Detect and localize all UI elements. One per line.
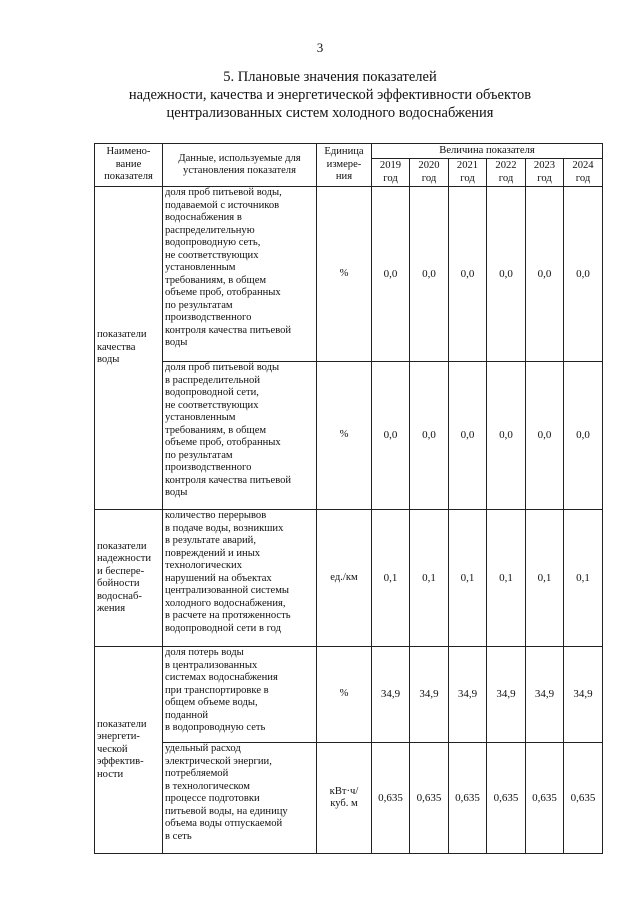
category-line: эффектив- (97, 756, 144, 768)
description-cell (163, 510, 317, 647)
table-row (95, 187, 603, 362)
value-cell: 34,9 (410, 647, 449, 743)
description-line: в расчете на протяженность (165, 610, 291, 621)
year-number: 2024 (572, 160, 594, 171)
value-cell: 34,9 (526, 647, 564, 743)
year-suffix: год (537, 172, 552, 184)
value-cell: 0,0 (564, 187, 603, 362)
description-line: требованиям, в общем (165, 424, 267, 436)
header-year (564, 159, 603, 187)
description-line: не соответствующих (165, 249, 259, 261)
description-line: контроля качества питьевой (165, 474, 292, 486)
description-line: повреждений и иных (165, 547, 261, 559)
description-line: в результате аварий, (165, 535, 257, 546)
header-data (163, 144, 317, 187)
description-line: установленным (165, 262, 236, 273)
description-line: установленным (165, 412, 236, 423)
table-row (95, 510, 603, 647)
category-cell (95, 510, 163, 647)
table-row (95, 743, 603, 854)
category-line: бойности (97, 578, 140, 589)
description-line: объеме проб, отобранных (165, 437, 281, 448)
table-row (95, 362, 603, 510)
description-line: технологических (165, 560, 243, 571)
value-cell: 0,1 (372, 510, 410, 647)
description-line: водоснабжения в (165, 212, 242, 223)
description-line: системах водоснабжения (165, 672, 278, 683)
header-name-line: показателя (104, 171, 153, 183)
year-suffix: год (383, 172, 398, 184)
value-cell: 0,635 (526, 743, 564, 854)
header-name-line: вание (115, 158, 142, 170)
unit-cell (317, 743, 372, 854)
unit-cell (317, 362, 372, 510)
category-line: показатели (97, 540, 147, 552)
value-cell: 0,1 (487, 510, 526, 647)
description-line: по результатам (165, 449, 233, 461)
header-data-line: Данные, используемые для (178, 152, 301, 164)
description-line: нарушений на объектах (165, 572, 272, 584)
document-heading (60, 68, 600, 122)
unit-line: % (339, 267, 349, 279)
unit-cell (317, 510, 372, 647)
year-suffix: год (460, 172, 475, 184)
header-year (410, 159, 449, 187)
description-cell (163, 743, 317, 854)
description-line: объема воды отпускаемой (165, 818, 283, 829)
value-cell: 0,1 (564, 510, 603, 647)
value-cell: 34,9 (564, 647, 603, 743)
category-cell (95, 647, 163, 854)
description-line: подаваемой с источников (165, 199, 280, 211)
description-line: количество перерывов (165, 510, 267, 521)
description-line: питьевой воды, на единицу (165, 805, 288, 817)
category-line: воды (97, 354, 120, 366)
category-line: качества (97, 341, 136, 353)
value-cell: 0,635 (410, 743, 449, 854)
header-year (526, 159, 564, 187)
header-name (95, 144, 163, 187)
description-line: требованиям, в общем (165, 274, 267, 286)
unit-line: % (339, 688, 349, 700)
table-row (95, 647, 603, 743)
value-cell: 34,9 (487, 647, 526, 743)
header-value-group: Величина показателя (372, 144, 603, 159)
description-line: водопроводную сеть, (165, 237, 261, 248)
header-row (95, 144, 603, 159)
header-name-line: Наимено- (106, 146, 151, 158)
value-cell: 0,0 (564, 362, 603, 510)
year-number: 2022 (495, 160, 517, 171)
value-cell: 34,9 (372, 647, 410, 743)
value-cell: 0,0 (487, 187, 526, 362)
description-line: удельный расход (165, 743, 241, 754)
category-line: ческой (97, 743, 128, 755)
value-cell: 0,1 (410, 510, 449, 647)
value-cell: 0,0 (410, 362, 449, 510)
value-cell: 34,9 (449, 647, 487, 743)
description-line: в централизованных (165, 659, 258, 671)
year-suffix: год (421, 172, 437, 184)
year-number: 2020 (418, 160, 440, 171)
value-cell: 0,1 (449, 510, 487, 647)
description-cell (163, 647, 317, 743)
category-line: водоснаб- (97, 590, 142, 602)
year-suffix: год (575, 172, 591, 184)
value-cell: 0,635 (487, 743, 526, 854)
description-line: распределительную (165, 224, 255, 236)
description-cell (163, 362, 317, 510)
value-cell: 0,0 (372, 362, 410, 510)
category-line: энергети- (97, 731, 140, 743)
description-line: производственного (165, 462, 252, 473)
description-line: в технологическом (165, 780, 250, 792)
unit-cell (317, 647, 372, 743)
heading-line-3: централизованных систем холодного водоснабжения (166, 105, 494, 121)
heading-line-1: 5. Плановые значения показателей (223, 69, 437, 85)
value-cell: 0,0 (526, 362, 564, 510)
category-line: жения (97, 603, 126, 614)
description-line: контроля качества питьевой (165, 324, 292, 336)
description-line: воды (165, 337, 188, 348)
indicators-table (94, 143, 603, 854)
header-year (449, 159, 487, 187)
description-line: водопроводной сети в год (165, 622, 282, 634)
description-cell (163, 187, 317, 362)
description-line: доля проб питьевой воды, (165, 187, 282, 198)
page-number: 3 (316, 40, 324, 55)
description-line: потребляемой (165, 768, 229, 779)
unit-line: кВт·ч/ (329, 785, 359, 797)
value-cell: 0,635 (449, 743, 487, 854)
unit-line: % (339, 429, 349, 441)
description-line: объеме проб, отобранных (165, 287, 281, 298)
category-line: и беспере- (97, 565, 145, 577)
description-line: централизованной системы (165, 585, 290, 596)
year-number: 2019 (379, 160, 402, 171)
description-line: доля потерь воды (165, 647, 244, 658)
description-line: электрической энергии, (165, 755, 272, 767)
value-cell: 0,635 (372, 743, 410, 854)
category-line: показатели (97, 718, 147, 730)
header-unit-line: Единица (324, 146, 364, 158)
description-line: в сеть (165, 830, 192, 842)
description-line: общем объеме воды, (165, 697, 258, 708)
header-unit (317, 144, 372, 187)
year-number: 2023 (533, 160, 556, 171)
header-year (372, 159, 410, 187)
header-unit-line: измере- (326, 158, 362, 170)
value-cell: 0,0 (449, 362, 487, 510)
value-cell: 0,635 (564, 743, 603, 854)
description-line: не соответствующих (165, 399, 259, 411)
value-cell: 0,0 (526, 187, 564, 362)
header-unit-line: ния (335, 171, 353, 183)
category-line: показатели (97, 329, 147, 341)
value-cell: 0,0 (487, 362, 526, 510)
value-cell: 0,0 (449, 187, 487, 362)
heading-line-2: надежности, качества и энергетической эффективности объектов (128, 87, 532, 103)
description-line: производственного (165, 312, 252, 323)
category-line: надежности (97, 553, 152, 564)
description-line: при транспортировке в (165, 684, 269, 696)
description-line: в подаче воды, возникших (165, 522, 284, 534)
unit-cell (317, 187, 372, 362)
description-line: поданной (165, 709, 209, 721)
description-line: в распределительной (165, 374, 261, 386)
unit-line: куб. м (330, 798, 358, 809)
description-line: холодного водоснабжения, (165, 597, 286, 609)
value-cell: 0,0 (372, 187, 410, 362)
value-cell: 0,1 (526, 510, 564, 647)
description-line: процессе подготовки (165, 793, 260, 804)
description-line: воды (165, 487, 188, 498)
description-line: в водопроводную сеть (165, 722, 266, 733)
year-number: 2021 (456, 160, 479, 171)
category-cell (95, 187, 163, 510)
unit-line: ед./км (330, 571, 358, 583)
value-cell: 0,0 (410, 187, 449, 362)
description-line: водопроводной сети, (165, 387, 259, 398)
header-year (487, 159, 526, 187)
category-line: ности (97, 768, 124, 780)
header-data-line: установления показателя (183, 165, 296, 176)
year-suffix: год (498, 172, 514, 184)
description-line: доля проб питьевой воды (165, 362, 280, 373)
description-line: по результатам (165, 299, 233, 311)
